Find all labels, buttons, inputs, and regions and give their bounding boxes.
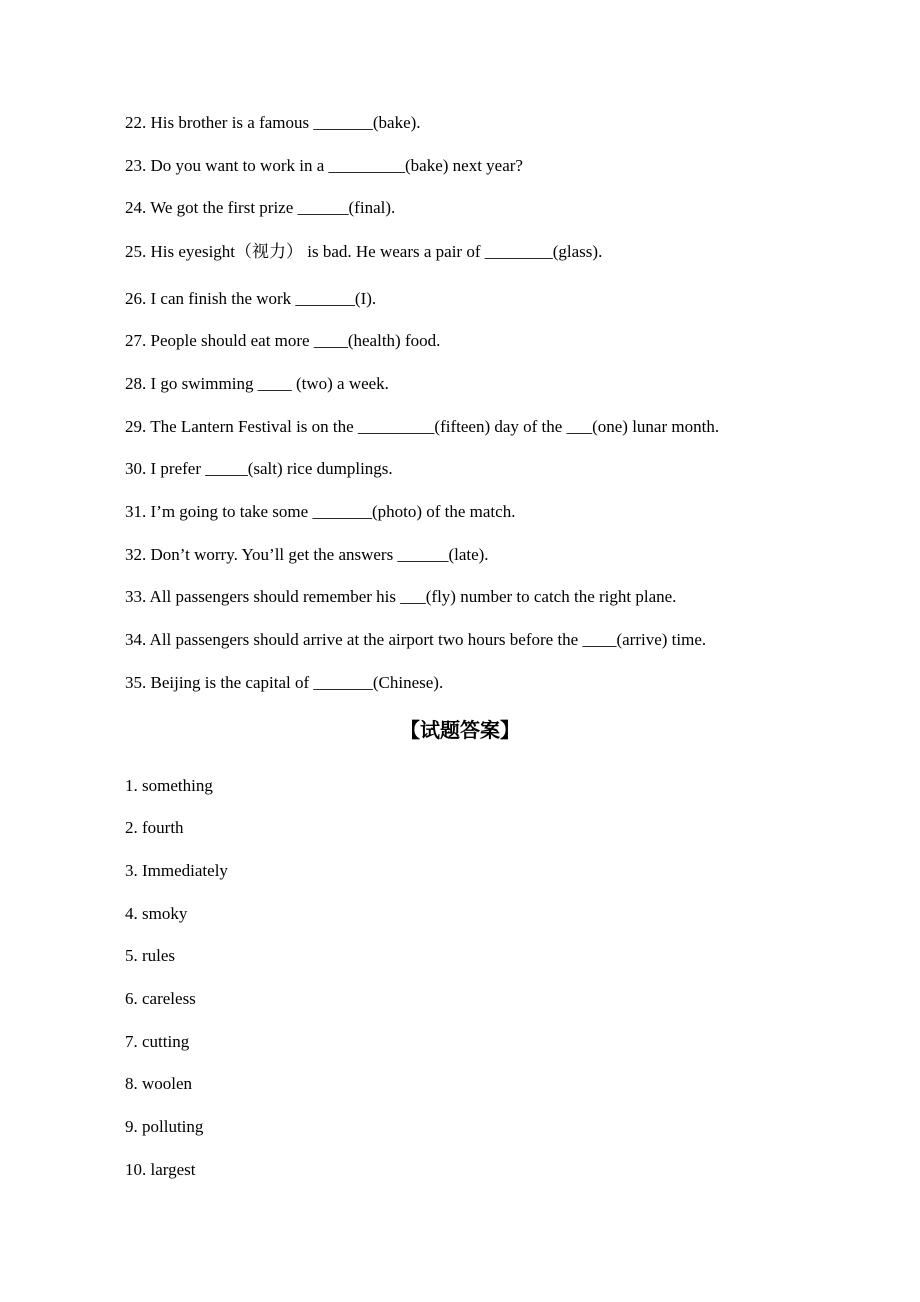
answer-4: 4. smoky xyxy=(125,904,188,923)
question-27: 27. People should eat more ____(health) food. xyxy=(125,331,441,350)
question-29: 29. The Lantern Festival is on the _________(fifteen) day of the ___(one) lunar month. xyxy=(125,417,720,436)
question-24: 24. We got the first prize ______(final). xyxy=(125,198,396,217)
answers-title: 【试题答案】 xyxy=(400,718,520,742)
answer-7: 7. cutting xyxy=(125,1032,190,1051)
answer-10: 10. largest xyxy=(125,1160,196,1179)
question-23: 23. Do you want to work in a _________(bake) next year? xyxy=(125,156,523,175)
question-33: 33. All passengers should remember his ___(fly) number to catch the right plane. xyxy=(125,587,677,606)
answer-2: 2. fourth xyxy=(125,818,184,837)
question-35: 35. Beijing is the capital of _______(Chinese). xyxy=(125,673,444,692)
answer-6: 6. careless xyxy=(125,989,196,1008)
answer-3: 3. Immediately xyxy=(125,861,228,880)
answer-8: 8. woolen xyxy=(125,1074,193,1093)
answer-9: 9. polluting xyxy=(125,1117,204,1136)
question-26: 26. I can finish the work _______(I). xyxy=(125,289,377,308)
answer-5: 5. rules xyxy=(125,946,176,965)
question-22: 22. His brother is a famous _______(bake). xyxy=(125,113,421,132)
question-30: 30. I prefer _____(salt) rice dumplings. xyxy=(125,459,393,478)
question-32: 32. Don’t worry. You’ll get the answers ______(late). xyxy=(125,545,489,564)
question-28: 28. I go swimming ____ (two) a week. xyxy=(125,374,389,393)
question-34: 34. All passengers should arrive at the airport two hours before the ____(arrive) time. xyxy=(125,630,707,649)
question-25: 25. His eyesight（视力） is bad. He wears a pair of ________(glass). xyxy=(125,242,603,261)
answer-1: 1. something xyxy=(125,776,213,795)
question-31: 31. I’m going to take some _______(photo) of the match. xyxy=(125,502,516,521)
